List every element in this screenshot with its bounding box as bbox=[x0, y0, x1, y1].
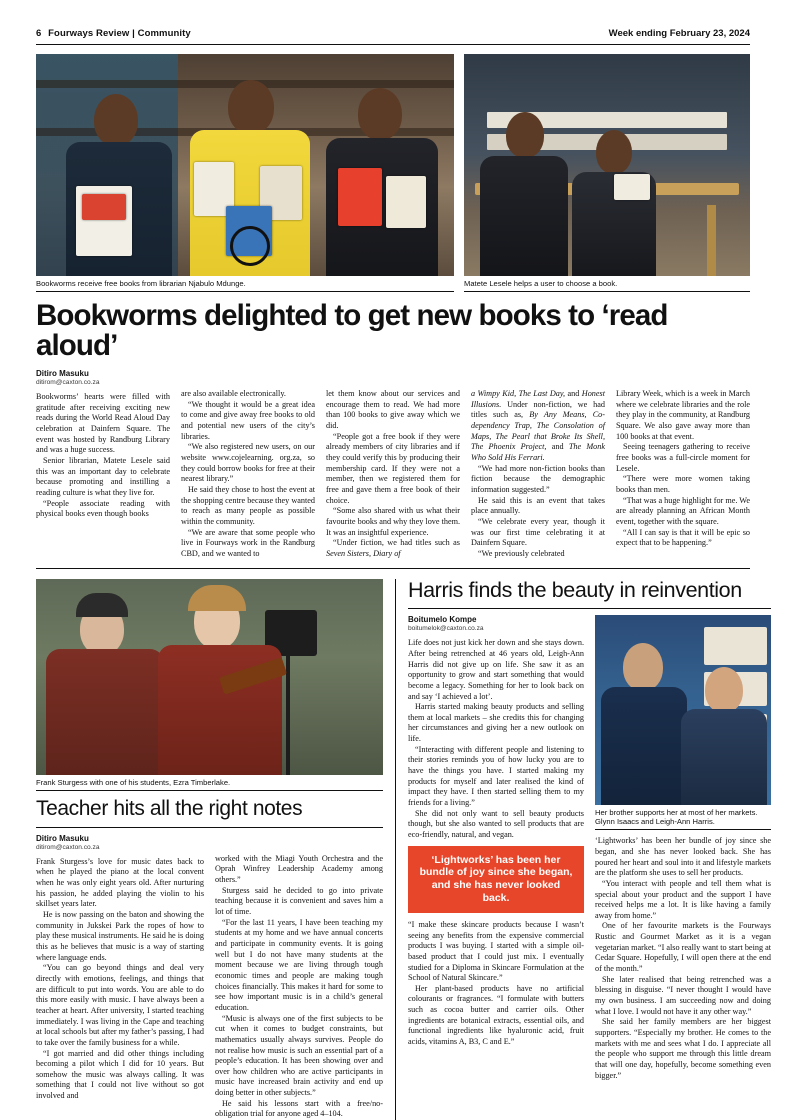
headline-story3: Harris finds the beauty in reinvention bbox=[408, 577, 742, 602]
top-photo-row bbox=[36, 54, 750, 292]
paragraph: “You interact with people and tell them what is special about your product and the support I have received helps me a lot. It is like having a family away from home.” bbox=[595, 878, 771, 920]
caption-mid-left: Frank Sturgess with one of his students, Ezra Timberlake. bbox=[36, 775, 383, 791]
paragraph: He said his lessons start with a free/no-obligation trial for anyone aged 4–104. bbox=[215, 1098, 383, 1119]
top-left-photo-block bbox=[36, 54, 454, 292]
caption-mid-right: Her brother supports her at most of her markets. Glynn Isaacs and Leigh-Ann Harris. bbox=[595, 805, 771, 830]
paragraph: “I make these skincare products because I wasn’t seeing any benefits from the expensive commercial products I was buying. I started with a simple oil-based product that I could just mix. I eventually studied for a Diploma in Skincare Formulation at the School of Natural Skincare.” bbox=[408, 919, 584, 983]
paragraph: “You can go beyond things and deal very directly with emotions, feelings, and things that are difficult to put into words. You are able to do this more easily with music. I have always been a teacher at heart. After university, I started teaching immediately. I was living in the Cape and teaching at local schools but after my father’s passing, I had to take over the family business for a while. bbox=[36, 963, 204, 1047]
photo-bookworms-librarian bbox=[36, 54, 454, 276]
headline-rule bbox=[36, 827, 383, 828]
paragraph: “That was a huge highlight for me. We are already planning an African Month event, together with the square. bbox=[616, 495, 750, 527]
story1-col3 bbox=[326, 369, 460, 560]
pull-quote: ‘Lightworks’ has been her bundle of joy since she began, and she has never looked back. bbox=[408, 846, 584, 913]
paragraph: Sturgess said he decided to go into private teaching because it is convenient and saves him a lot of time. bbox=[215, 885, 383, 916]
date-line: Week ending February 23, 2024 bbox=[608, 28, 750, 39]
headline-story1: Bookworms delighted to get new books to ‘read aloud’ bbox=[36, 299, 668, 363]
paragraph: Bookworms’ hearts were filled with gratitude after receiving exciting new reads during the World Read Aloud Day celebration at Dainfern Square. The event was hosted by Randburg Library and was a huge success. bbox=[36, 392, 170, 455]
paragraph: Seeing teenagers gathering to receive free books was a full-circle moment for Lesele. bbox=[616, 442, 750, 473]
story3-block bbox=[408, 579, 771, 1120]
caption-top-right: Matete Lesele helps a user to choose a book. bbox=[464, 276, 750, 292]
paragraph: “I got married and did other things including becoming a pilot which I did for 10 years. But somehow the music was always calling. It was something that I could not live without so got involved and bbox=[36, 1048, 204, 1101]
byline-name-story1: Ditiro Masuku bbox=[36, 369, 89, 379]
paragraph: “Under fiction, we had titles such as Seven Sisters, Diary of bbox=[326, 538, 460, 558]
story1-columns bbox=[36, 369, 750, 560]
photo-user-choosing-book bbox=[464, 54, 750, 276]
photo-violin-lesson bbox=[36, 579, 383, 775]
byline-email-story2: ditirom@caxton.co.za bbox=[36, 843, 100, 851]
paragraph: “We previously celebrated bbox=[478, 549, 565, 558]
paragraph: She later realised that being retrenched was a blessing in disguise. “I never thought I would have my own business. I am succeeding now and doing what I love. I would not have it any other way.” bbox=[595, 974, 771, 1016]
headline-story2: Teacher hits all the right notes bbox=[36, 796, 303, 820]
page-number: 6 bbox=[36, 28, 42, 39]
paragraph: Frank Sturgess’s love for music dates back to when he played the piano at the local convent when he was only eight years old. After nurturing his passion, he added playing the violin to his skillset years later. bbox=[36, 856, 204, 909]
section-title: Community bbox=[137, 28, 191, 39]
paragraph: She did not only want to sell beauty products though, but she also wanted to sell products that are eco-friendly, natural, and vegan. bbox=[408, 808, 584, 840]
masthead bbox=[36, 0, 750, 45]
paragraph: “Interacting with different people and listening to their stories reminds you of how lucky you are to have the things you have. I started making my products for myself and later realised the kind of impact they have. I then started selling them to my friends for a living.” bbox=[408, 744, 584, 808]
headline-rule bbox=[408, 608, 771, 609]
paragraph: “There were more women taking books than men. bbox=[616, 474, 750, 495]
paragraph: One of her favourite markets is the Fourways Rustic and Gourmet Market as it is a vegan vegetarian market. “I also really want to start being at Cedar Square. Hopefully, I will open there at the end of the month.” bbox=[595, 921, 771, 974]
paragraph: “We also registered new users, on our website www.cojelearning. org.za, so they could borrow books for free at their nearest library.” bbox=[181, 442, 315, 484]
paragraph: “People got a free book if they were already members of city libraries and if they could verify this by producing their membership card. If they were not a member, then we registered them for free and gave them a free book of their choice. bbox=[326, 431, 460, 505]
column-divider bbox=[395, 579, 396, 1120]
byline-email-story3: boitumelok@caxton.co.za bbox=[408, 625, 484, 633]
paragraph: worked with the Miagi Youth Orchestra and the Oprah Winfrey Leadership Academy among others.” bbox=[215, 853, 383, 885]
paragraph: “We thought it would be a great idea to come and give away free books to old and potential new users of the city’s libraries. bbox=[181, 399, 315, 441]
paragraph: “We had more non-fiction books than fiction because the demographic information suggested.” bbox=[471, 463, 605, 495]
paragraph: “All I can say is that it will be epic so expect that to be happening.” bbox=[616, 527, 750, 548]
paragraph: He is now passing on the baton and showing the community in Jukskei Park the ropes of how to play these musical instruments. He said he is doing this as he believes that music is a way of starting where language ends. bbox=[36, 909, 204, 962]
paragraph: let them know about our services and encourage them to read. We had more than 100 books to give away which we did. bbox=[326, 389, 460, 431]
paragraph: “We are aware that some people who live in Fourways work in the Randburg CBD, and we wanted to bbox=[181, 527, 315, 558]
paragraph: a Wimpy Kid, The Last Day, and Honest Illusions. Under non-fiction, we had titles such as, By Any Means, Co-dependency Trap, The Consolation of Maps, The Pearl that Broke Its Shell, The Phoenix Project, and The Monk Who Sold His Ferrari. bbox=[471, 389, 606, 463]
paragraph: Library Week, which is a week in March where we celebrate libraries and the role they play in the community, at Randburg Square. We also gave away more than 100 books at that event. bbox=[616, 389, 750, 441]
paragraph: She said her family members are her biggest supporters. “Especially my brother. He comes to the markets with me and sees what I do. I appreciate all the people who support me through this little dream that will one day, hopefully, become something even bigger.” bbox=[595, 1017, 771, 1080]
byline-email-story1: ditirom@caxton.co.za bbox=[36, 379, 100, 387]
paragraph: He said they chose to host the event at the shopping centre because they wanted to reach as many people as possible within the community. bbox=[181, 485, 315, 527]
paragraph: “For the last 11 years, I have been teaching my students at my home and we have annual concerts and participate in community events. It is going well but I do not have many students at the moment because we are living through tough economic times and people are making tough choices financially. This makes it hard for some to see how important music is in a child’s general education. bbox=[215, 917, 383, 1012]
story3-columns bbox=[408, 615, 771, 1081]
paragraph: Harris started making beauty products and selling them at local markets – she credits this for changing her circumstances and giving her a new outlook on life. bbox=[408, 702, 584, 744]
story3-col1 bbox=[408, 615, 584, 1081]
story2-block bbox=[36, 579, 383, 1120]
story2-col2 bbox=[215, 834, 383, 1120]
paragraph: “Some also shared with us what their favourite books and why they love them. It was an insightful experience. bbox=[326, 506, 460, 537]
byline-name-story2: Ditiro Masuku bbox=[36, 833, 89, 843]
masthead-separator: | bbox=[132, 28, 135, 39]
story1-col5 bbox=[616, 369, 750, 560]
paragraph: “People associate reading with physical books even though books bbox=[36, 498, 170, 519]
photo-market-stall bbox=[595, 615, 771, 805]
story3-col2 bbox=[595, 615, 771, 1081]
caption-top-left: Bookworms receive free books from librarian Njabulo Mdunge. bbox=[36, 276, 454, 292]
paragraph: He said this is an event that takes place annually. bbox=[471, 495, 605, 516]
paragraph: ‘Lightworks’ has been her bundle of joy since she began, and she has never looked back. She has poured her heart and soul into it and lifestyle markets are the platform she uses to sell her products. bbox=[595, 836, 771, 878]
top-right-photo-block bbox=[464, 54, 750, 292]
paragraph: are also available electronically. bbox=[181, 389, 286, 399]
paragraph: “Music is always one of the first subjects to be cut when it comes to budget constraints, but mathematics usually always survives. People do not realise how music is such an essential part of a people’s education. It has been showing over and over how children who are active participants in music have increased brain activity and end up doing better in other subjects.” bbox=[215, 1013, 383, 1098]
paragraph: Her plant-based products have no artificial colourants or fragrances. “I formulate with butters such as cocoa butter and carrier oils. Other ingredients are botanical extracts, essential oils, and functional ingredients like hyaluronic acid, fruit acids, vitamins A, B3, C and E.” bbox=[408, 983, 584, 1047]
paragraph: Life does not just kick her down and she stays down. After being retrenched at 46 years old, Leigh-Ann Harris did not give up on life. She saw it as an opportunity to grow and start something that would become a legacy. Something for her to look back on and say ‘I achieved a lot’. bbox=[408, 638, 584, 701]
paragraph: “We celebrate every year, though it was our first time celebrating it at Dainfern Square. bbox=[471, 517, 605, 548]
story1-col2 bbox=[181, 369, 315, 560]
story1-col4 bbox=[471, 369, 605, 560]
section-divider bbox=[36, 568, 750, 569]
byline-name-story3: Boitumelo Kompe bbox=[408, 615, 477, 625]
paragraph: Senior librarian, Matete Lesele said this was an important day to celebrate because promoting and instilling a reading culture is what they live for. bbox=[36, 456, 170, 498]
masthead-left bbox=[36, 28, 191, 39]
publication-title: Fourways Review bbox=[48, 28, 130, 39]
mid-section bbox=[36, 577, 771, 1120]
story2-col1 bbox=[36, 834, 204, 1120]
story1-col1 bbox=[36, 369, 170, 560]
story2-columns bbox=[36, 834, 383, 1120]
